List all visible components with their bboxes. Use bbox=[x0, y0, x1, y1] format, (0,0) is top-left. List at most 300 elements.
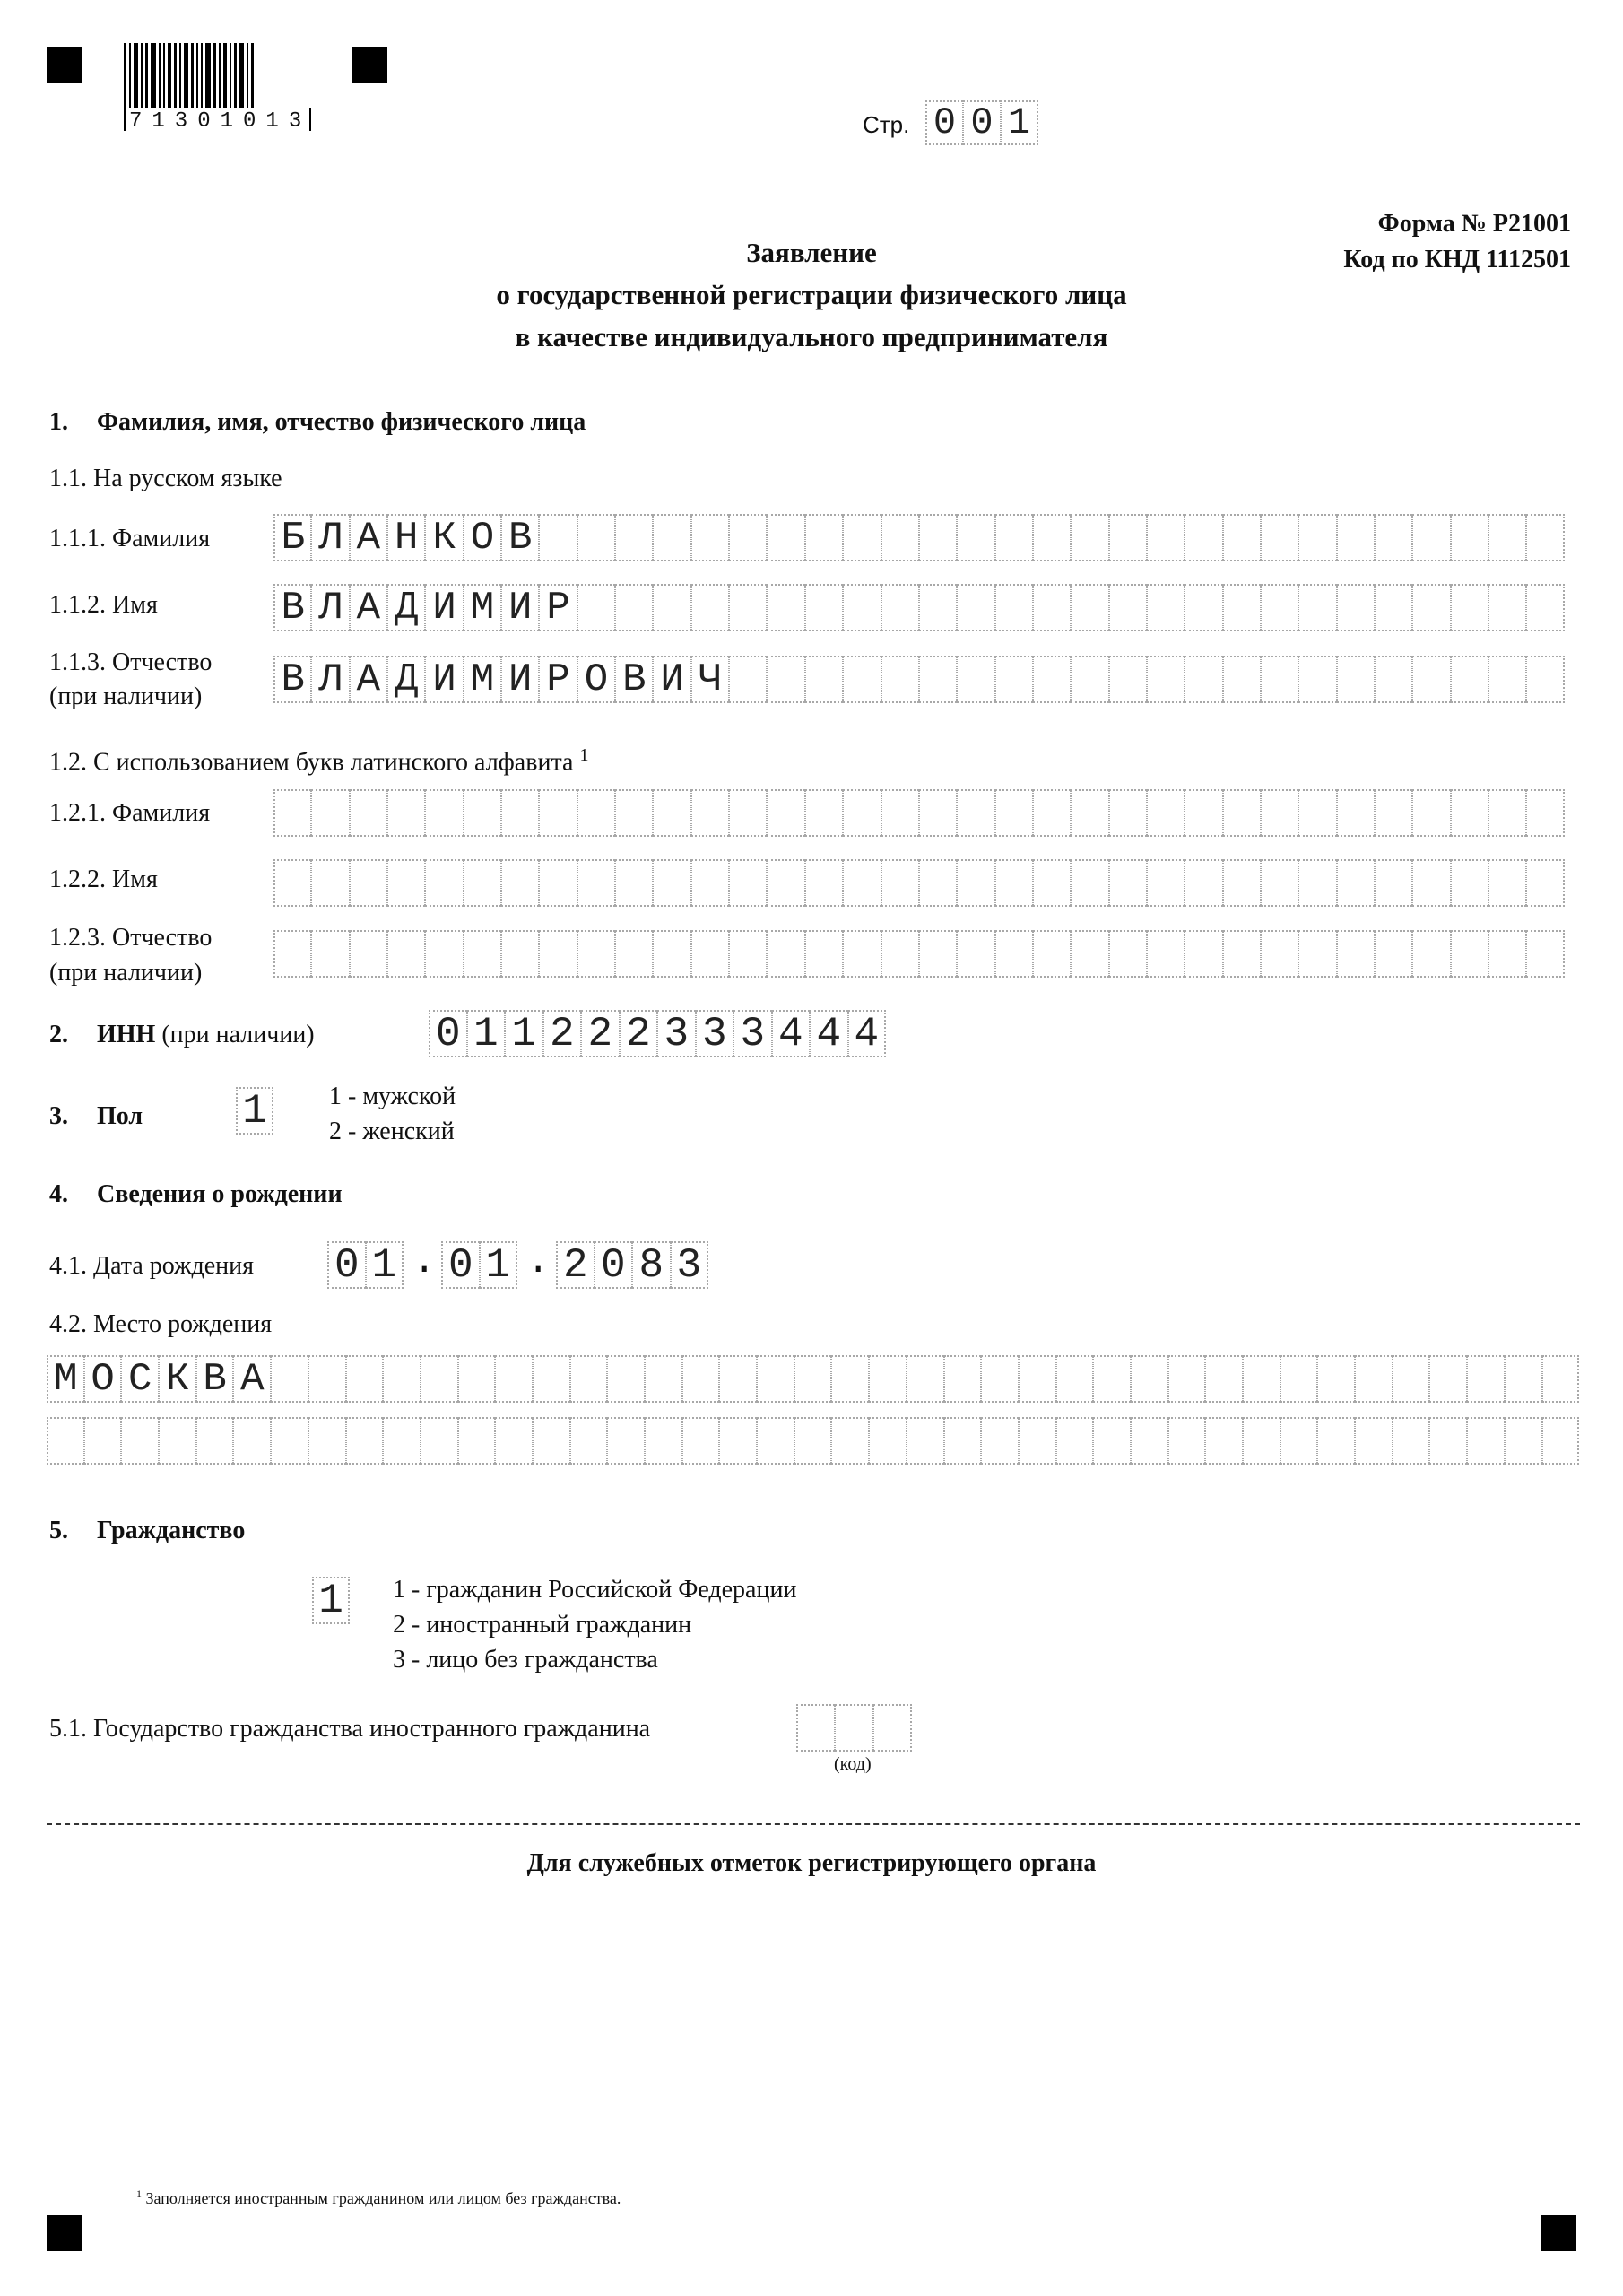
char-cell bbox=[1526, 789, 1564, 837]
char-cell bbox=[387, 859, 425, 907]
gender-option-male: 1 - мужской bbox=[329, 1083, 456, 1110]
char-cell bbox=[615, 584, 653, 631]
barcode-bar bbox=[124, 43, 126, 108]
char-cell bbox=[1147, 789, 1185, 837]
char-cell bbox=[1337, 930, 1375, 978]
barcode-bar bbox=[247, 43, 248, 108]
char-cell: 3 bbox=[671, 1241, 709, 1289]
gender-field[interactable] bbox=[236, 1087, 273, 1135]
char-cell bbox=[1526, 656, 1564, 703]
char-cell bbox=[308, 1417, 346, 1465]
char-cell bbox=[1147, 930, 1185, 978]
char-cell bbox=[570, 1355, 608, 1403]
char-cell: И bbox=[425, 656, 463, 703]
char-cell bbox=[1223, 789, 1261, 837]
char-cell bbox=[1526, 859, 1564, 907]
char-cell bbox=[1375, 514, 1412, 561]
char-cell bbox=[1205, 1417, 1243, 1465]
barcode-bar bbox=[179, 43, 181, 108]
char-cell bbox=[805, 514, 843, 561]
char-cell bbox=[843, 930, 881, 978]
foreign-country-label: 5.1. Государство гражданства иностранного гражданина bbox=[49, 1715, 651, 1743]
char-cell bbox=[464, 930, 501, 978]
char-cell bbox=[645, 1417, 682, 1465]
char-cell: 1 bbox=[480, 1241, 518, 1289]
char-cell bbox=[1317, 1417, 1355, 1465]
char-cell bbox=[1071, 656, 1108, 703]
char-cell bbox=[957, 584, 994, 631]
char-cell bbox=[1185, 584, 1222, 631]
barcode-bar bbox=[168, 43, 171, 108]
char-cell bbox=[1526, 584, 1564, 631]
char-cell bbox=[767, 930, 804, 978]
latin-name-field[interactable] bbox=[273, 859, 1565, 907]
char-cell bbox=[273, 789, 311, 837]
barcode-bar bbox=[223, 43, 227, 108]
char-cell bbox=[1056, 1355, 1094, 1403]
char-cell bbox=[1375, 789, 1412, 837]
char-cell bbox=[767, 584, 804, 631]
char-cell bbox=[1261, 514, 1298, 561]
char-cell: 0 bbox=[429, 1010, 467, 1057]
char-cell: Д bbox=[387, 656, 425, 703]
char-cell bbox=[919, 656, 957, 703]
char-cell bbox=[1071, 930, 1108, 978]
char-cell: 3 bbox=[657, 1010, 696, 1057]
barcode-bar bbox=[184, 43, 188, 108]
inn-field[interactable] bbox=[429, 1010, 886, 1057]
char-cell bbox=[539, 859, 577, 907]
char-cell bbox=[1412, 930, 1450, 978]
barcode-bar bbox=[174, 43, 177, 108]
char-cell bbox=[1019, 1417, 1056, 1465]
char-cell bbox=[1131, 1355, 1168, 1403]
char-cell bbox=[501, 930, 539, 978]
char-cell: Р bbox=[539, 656, 577, 703]
barcode-bar bbox=[129, 43, 131, 108]
char-cell bbox=[682, 1355, 720, 1403]
char-cell: 0 bbox=[925, 100, 963, 145]
char-cell bbox=[919, 930, 957, 978]
char-cell bbox=[843, 656, 881, 703]
char-cell bbox=[1298, 514, 1336, 561]
barcode bbox=[124, 43, 312, 134]
char-cell bbox=[273, 930, 311, 978]
char-cell bbox=[308, 1355, 346, 1403]
char-cell bbox=[653, 930, 690, 978]
char-cell bbox=[1071, 584, 1108, 631]
section1-title: Фамилия, имя, отчество физического лица bbox=[97, 408, 586, 436]
patronymic-field[interactable] bbox=[273, 656, 1565, 703]
barcode-bar bbox=[219, 43, 221, 108]
char-cell bbox=[1185, 930, 1222, 978]
char-cell bbox=[757, 1355, 794, 1403]
char-cell bbox=[1223, 514, 1261, 561]
country-code-caption: (код) bbox=[834, 1754, 872, 1774]
char-cell bbox=[907, 1417, 944, 1465]
char-cell bbox=[1412, 584, 1450, 631]
char-cell bbox=[1375, 859, 1412, 907]
char-cell: И bbox=[501, 656, 539, 703]
char-cell bbox=[1375, 584, 1412, 631]
char-cell bbox=[653, 514, 690, 561]
char-cell bbox=[495, 1417, 533, 1465]
latin-subsection-text: 1.2. С использованием букв латинского алфавита bbox=[49, 748, 574, 777]
char-cell bbox=[729, 789, 767, 837]
char-cell: И bbox=[425, 584, 463, 631]
latin-name-label: 1.2.2. Имя bbox=[49, 865, 158, 893]
char-cell: 4 bbox=[848, 1010, 887, 1057]
char-cell bbox=[682, 1417, 720, 1465]
char-cell bbox=[831, 1417, 869, 1465]
char-cell bbox=[350, 859, 387, 907]
char-cell: 1 bbox=[236, 1087, 273, 1135]
char-cell bbox=[1429, 1417, 1467, 1465]
char-cell bbox=[1337, 859, 1375, 907]
char-cell bbox=[1033, 930, 1071, 978]
char-cell bbox=[577, 859, 615, 907]
char-cell bbox=[271, 1355, 308, 1403]
char-cell bbox=[615, 859, 653, 907]
char-cell bbox=[425, 789, 463, 837]
char-cell bbox=[1168, 1355, 1206, 1403]
section4-number: 4. bbox=[49, 1180, 68, 1208]
char-cell bbox=[995, 584, 1033, 631]
char-cell bbox=[1451, 789, 1488, 837]
char-cell bbox=[1185, 514, 1222, 561]
char-cell: 2 bbox=[556, 1241, 595, 1289]
document-title-line2: о государственной регистрации физического лица bbox=[496, 279, 1127, 310]
char-cell bbox=[835, 1704, 873, 1752]
document-title-line3: в качестве индивидуального предпринимателя bbox=[515, 321, 1108, 352]
char-cell bbox=[1488, 930, 1526, 978]
char-cell bbox=[1147, 859, 1185, 907]
char-cell bbox=[421, 1355, 458, 1403]
patronymic-note: (при наличии) bbox=[49, 683, 203, 710]
char-cell bbox=[831, 1355, 869, 1403]
char-cell bbox=[159, 1417, 196, 1465]
inn-note: (при наличии) bbox=[161, 1021, 315, 1048]
char-cell bbox=[1451, 584, 1488, 631]
footnote bbox=[136, 2183, 621, 2209]
char-cell: А bbox=[350, 514, 387, 561]
char-cell bbox=[346, 1355, 384, 1403]
char-cell bbox=[691, 930, 729, 978]
section2-number: 2. bbox=[49, 1021, 68, 1048]
char-cell: В bbox=[615, 656, 653, 703]
latin-patronymic-field[interactable] bbox=[273, 930, 1565, 978]
char-cell bbox=[1223, 930, 1261, 978]
char-cell bbox=[1467, 1417, 1505, 1465]
char-cell bbox=[577, 789, 615, 837]
birth-year-field[interactable] bbox=[556, 1241, 708, 1289]
char-cell bbox=[1298, 789, 1336, 837]
char-cell bbox=[794, 1417, 832, 1465]
char-cell bbox=[995, 789, 1033, 837]
char-cell: В bbox=[273, 656, 311, 703]
char-cell: 1 bbox=[366, 1241, 404, 1289]
char-cell bbox=[805, 859, 843, 907]
char-cell: 2 bbox=[543, 1010, 582, 1057]
char-cell bbox=[1280, 1355, 1318, 1403]
char-cell: 1 bbox=[312, 1577, 350, 1624]
char-cell bbox=[1056, 1417, 1094, 1465]
char-cell: О bbox=[577, 656, 615, 703]
cut-line bbox=[47, 1823, 1580, 1825]
char-cell bbox=[1298, 584, 1336, 631]
patronymic-label: 1.1.3. Отчество bbox=[49, 648, 213, 676]
char-cell bbox=[1109, 656, 1147, 703]
char-cell bbox=[919, 514, 957, 561]
char-cell: 1 bbox=[467, 1010, 506, 1057]
char-cell bbox=[881, 859, 919, 907]
char-cell: 4 bbox=[772, 1010, 811, 1057]
char-cell bbox=[47, 1417, 84, 1465]
char-cell bbox=[1109, 514, 1147, 561]
section1-number: 1. bbox=[49, 408, 68, 436]
char-cell: К bbox=[425, 514, 463, 561]
char-cell: Д bbox=[387, 584, 425, 631]
char-cell bbox=[196, 1417, 234, 1465]
barcode-bar bbox=[201, 43, 203, 108]
char-cell: Ч bbox=[691, 656, 729, 703]
char-cell bbox=[233, 1417, 271, 1465]
char-cell: 0 bbox=[441, 1241, 480, 1289]
char-cell bbox=[995, 656, 1033, 703]
char-cell bbox=[311, 859, 349, 907]
char-cell bbox=[691, 789, 729, 837]
char-cell bbox=[995, 930, 1033, 978]
char-cell bbox=[805, 584, 843, 631]
char-cell bbox=[767, 514, 804, 561]
section3-number: 3. bbox=[49, 1102, 68, 1130]
char-cell bbox=[1243, 1355, 1280, 1403]
char-cell: А bbox=[350, 584, 387, 631]
char-cell bbox=[383, 1417, 421, 1465]
char-cell bbox=[84, 1417, 122, 1465]
char-cell bbox=[881, 584, 919, 631]
citizenship-option-foreign: 2 - иностранный гражданин bbox=[393, 1611, 692, 1639]
form-number: Форма № Р21001 bbox=[1377, 210, 1571, 238]
char-cell bbox=[1185, 859, 1222, 907]
char-cell bbox=[1542, 1355, 1580, 1403]
char-cell bbox=[539, 930, 577, 978]
char-cell: 2 bbox=[620, 1010, 658, 1057]
barcode-bar bbox=[196, 43, 198, 108]
char-cell bbox=[533, 1355, 570, 1403]
corner-marker-top-left bbox=[47, 47, 82, 83]
char-cell bbox=[577, 930, 615, 978]
char-cell bbox=[1412, 789, 1450, 837]
char-cell: 0 bbox=[963, 100, 1001, 145]
birth-place-field-line1[interactable] bbox=[47, 1355, 1579, 1403]
barcode-bar bbox=[205, 43, 211, 108]
char-cell bbox=[1109, 789, 1147, 837]
char-cell bbox=[1337, 584, 1375, 631]
char-cell: О bbox=[464, 514, 501, 561]
corner-marker-bottom-right bbox=[1541, 2215, 1576, 2251]
char-cell bbox=[1451, 859, 1488, 907]
char-cell: М bbox=[464, 584, 501, 631]
char-cell bbox=[1488, 584, 1526, 631]
char-cell bbox=[464, 789, 501, 837]
char-cell bbox=[653, 859, 690, 907]
char-cell bbox=[881, 789, 919, 837]
char-cell bbox=[1147, 584, 1185, 631]
char-cell bbox=[1071, 514, 1108, 561]
char-cell bbox=[729, 584, 767, 631]
corner-marker-top-right bbox=[352, 47, 387, 83]
char-cell bbox=[907, 1355, 944, 1403]
corner-marker-bottom-left bbox=[47, 2215, 82, 2251]
char-cell bbox=[843, 789, 881, 837]
char-cell bbox=[1505, 1417, 1542, 1465]
char-cell bbox=[843, 584, 881, 631]
document-title-line1: Заявление bbox=[746, 237, 877, 268]
char-cell bbox=[1185, 789, 1222, 837]
char-cell bbox=[1337, 514, 1375, 561]
char-cell bbox=[1412, 656, 1450, 703]
barcode-bar bbox=[251, 43, 254, 108]
char-cell bbox=[346, 1417, 384, 1465]
char-cell bbox=[425, 859, 463, 907]
name-field[interactable] bbox=[273, 584, 1565, 631]
char-cell bbox=[1488, 514, 1526, 561]
section5-number: 5. bbox=[49, 1517, 68, 1544]
foreign-country-code-field[interactable] bbox=[796, 1704, 912, 1752]
char-cell bbox=[1542, 1417, 1580, 1465]
char-cell: И bbox=[653, 656, 690, 703]
char-cell bbox=[495, 1355, 533, 1403]
char-cell bbox=[957, 656, 994, 703]
char-cell bbox=[1337, 789, 1375, 837]
char-cell bbox=[1355, 1355, 1393, 1403]
char-cell bbox=[653, 789, 690, 837]
birth-day-field[interactable] bbox=[327, 1241, 404, 1289]
char-cell bbox=[1505, 1355, 1542, 1403]
birth-date-label: 4.1. Дата рождения bbox=[49, 1252, 254, 1280]
citizenship-field[interactable] bbox=[312, 1577, 350, 1624]
birth-info-title: Сведения о рождении bbox=[97, 1180, 343, 1208]
char-cell bbox=[383, 1355, 421, 1403]
char-cell bbox=[719, 1355, 757, 1403]
char-cell bbox=[458, 1417, 496, 1465]
char-cell bbox=[1033, 656, 1071, 703]
char-cell bbox=[1526, 930, 1564, 978]
footnote-mark: 1 bbox=[136, 2187, 142, 2200]
char-cell bbox=[805, 656, 843, 703]
char-cell bbox=[1033, 584, 1071, 631]
char-cell bbox=[121, 1417, 159, 1465]
latin-surname-field[interactable] bbox=[273, 789, 1565, 837]
char-cell bbox=[1317, 1355, 1355, 1403]
char-cell bbox=[1033, 514, 1071, 561]
page-number-field[interactable] bbox=[925, 100, 1038, 145]
char-cell bbox=[1451, 930, 1488, 978]
char-cell bbox=[1298, 930, 1336, 978]
char-cell bbox=[957, 859, 994, 907]
char-cell bbox=[1147, 514, 1185, 561]
char-cell: 8 bbox=[632, 1241, 671, 1289]
char-cell bbox=[1019, 1355, 1056, 1403]
char-cell bbox=[1243, 1417, 1280, 1465]
char-cell: Н bbox=[387, 514, 425, 561]
char-cell bbox=[1280, 1417, 1318, 1465]
char-cell: 0 bbox=[595, 1241, 633, 1289]
barcode-bar bbox=[213, 43, 216, 108]
birth-place-field-line2[interactable] bbox=[47, 1417, 1579, 1465]
char-cell: С bbox=[121, 1355, 159, 1403]
char-cell bbox=[1205, 1355, 1243, 1403]
date-separator: . bbox=[412, 1239, 437, 1284]
char-cell: А bbox=[233, 1355, 271, 1403]
char-cell bbox=[387, 930, 425, 978]
char-cell bbox=[729, 859, 767, 907]
char-cell bbox=[1488, 859, 1526, 907]
char-cell: 0 bbox=[327, 1241, 366, 1289]
char-cell: 1 bbox=[505, 1010, 543, 1057]
char-cell bbox=[1451, 514, 1488, 561]
char-cell bbox=[1451, 656, 1488, 703]
char-cell bbox=[881, 930, 919, 978]
char-cell bbox=[1109, 584, 1147, 631]
char-cell bbox=[1261, 859, 1298, 907]
inn-title: ИНН bbox=[97, 1021, 156, 1048]
char-cell bbox=[501, 859, 539, 907]
char-cell bbox=[957, 930, 994, 978]
char-cell bbox=[1033, 789, 1071, 837]
char-cell: 3 bbox=[696, 1010, 734, 1057]
birth-month-field[interactable] bbox=[441, 1241, 517, 1289]
char-cell bbox=[1393, 1355, 1430, 1403]
char-cell: М bbox=[47, 1355, 84, 1403]
footnote-text: Заполняется иностранным гражданином или лицом без гражданства. bbox=[145, 2189, 621, 2207]
char-cell bbox=[1375, 930, 1412, 978]
char-cell bbox=[919, 789, 957, 837]
char-cell bbox=[539, 789, 577, 837]
char-cell bbox=[458, 1355, 496, 1403]
char-cell bbox=[881, 514, 919, 561]
surname-field[interactable] bbox=[273, 514, 1565, 561]
char-cell bbox=[425, 930, 463, 978]
char-cell bbox=[1093, 1417, 1131, 1465]
char-cell bbox=[981, 1417, 1019, 1465]
char-cell bbox=[350, 789, 387, 837]
char-cell bbox=[944, 1355, 982, 1403]
char-cell bbox=[1429, 1355, 1467, 1403]
char-cell bbox=[1071, 789, 1108, 837]
char-cell bbox=[796, 1704, 835, 1752]
name-label: 1.1.2. Имя bbox=[49, 591, 158, 619]
char-cell bbox=[1071, 859, 1108, 907]
citizenship-title: Гражданство bbox=[97, 1517, 246, 1544]
char-cell bbox=[1223, 656, 1261, 703]
char-cell bbox=[1261, 656, 1298, 703]
char-cell bbox=[1355, 1417, 1393, 1465]
char-cell: В bbox=[196, 1355, 234, 1403]
page-label: Стр. bbox=[863, 111, 910, 138]
char-cell bbox=[729, 514, 767, 561]
char-cell bbox=[919, 584, 957, 631]
char-cell bbox=[1261, 930, 1298, 978]
char-cell: Р bbox=[539, 584, 577, 631]
footnote-reference: 1 bbox=[579, 745, 589, 765]
char-cell bbox=[1412, 514, 1450, 561]
char-cell bbox=[615, 789, 653, 837]
char-cell bbox=[957, 514, 994, 561]
latin-surname-label: 1.2.1. Фамилия bbox=[49, 799, 211, 827]
char-cell bbox=[729, 930, 767, 978]
